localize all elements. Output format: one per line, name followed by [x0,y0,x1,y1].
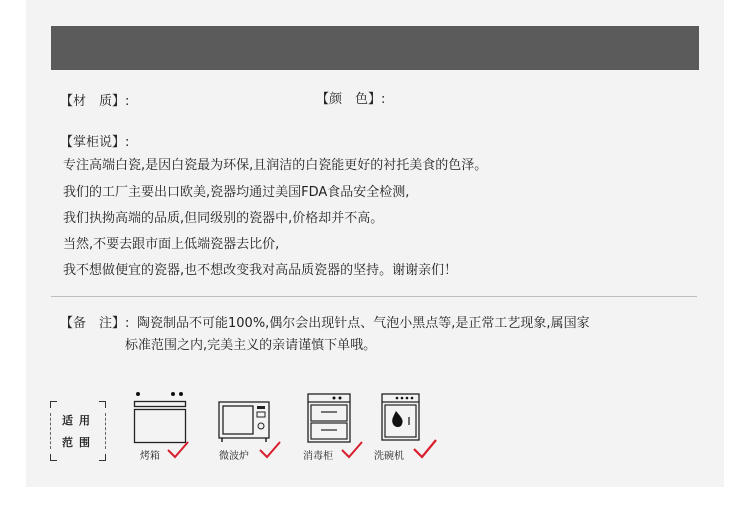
notes-line: 陶瓷制品不可能100%,偶尔会出现针点、气泡小黑点等,是正常工艺现象,属国家 [137,316,590,331]
check-icon [259,441,281,459]
keeper-line: 我们的工厂主要出口欧美,瓷器均通过美国FDA食品安全检测, [63,185,410,200]
scope-text: 适用 [62,414,96,427]
color-label: 【颜 色】: [316,92,386,107]
notes-line: 标准范围之内,完美主义的亲请谨慎下单哦。 [125,338,377,353]
keeper-label: 【掌柜说】: [60,135,130,150]
material-label: 【材 质】: [60,94,130,109]
section-divider [51,296,697,297]
appliance-label-microwave: 微波炉 [219,451,249,462]
oven-icon [133,390,189,446]
scope-text: 范围 [62,436,96,449]
dishwasher-icon [381,393,421,443]
appliance-label-dishwasher: 洗碗机 [374,451,404,462]
keeper-line: 专注高端白瓷,是因白瓷最为环保,且润洁的白瓷能更好的衬托美食的色泽。 [63,158,488,173]
keeper-line: 当然,不要去跟市面上低端瓷器去比价, [63,237,280,252]
appliance-label-disinfection-cabinet: 消毒柜 [303,451,333,462]
check-icon [413,439,437,459]
header-band [51,26,699,70]
keeper-line: 我不想做便宜的瓷器,也不想改变我对高品质瓷器的坚持。谢谢亲们！ [63,263,458,278]
check-icon [167,441,189,459]
keeper-line: 我们执拗高端的品质,但同级别的瓷器中,价格却并不高。 [63,211,384,226]
check-icon [341,441,363,459]
notes-label: 【备 注】: [60,316,130,331]
microwave-icon [218,401,274,445]
disinfection-cabinet-icon [307,393,353,445]
usage-scope-box [50,401,106,461]
appliance-label-oven: 烤箱 [140,451,160,462]
